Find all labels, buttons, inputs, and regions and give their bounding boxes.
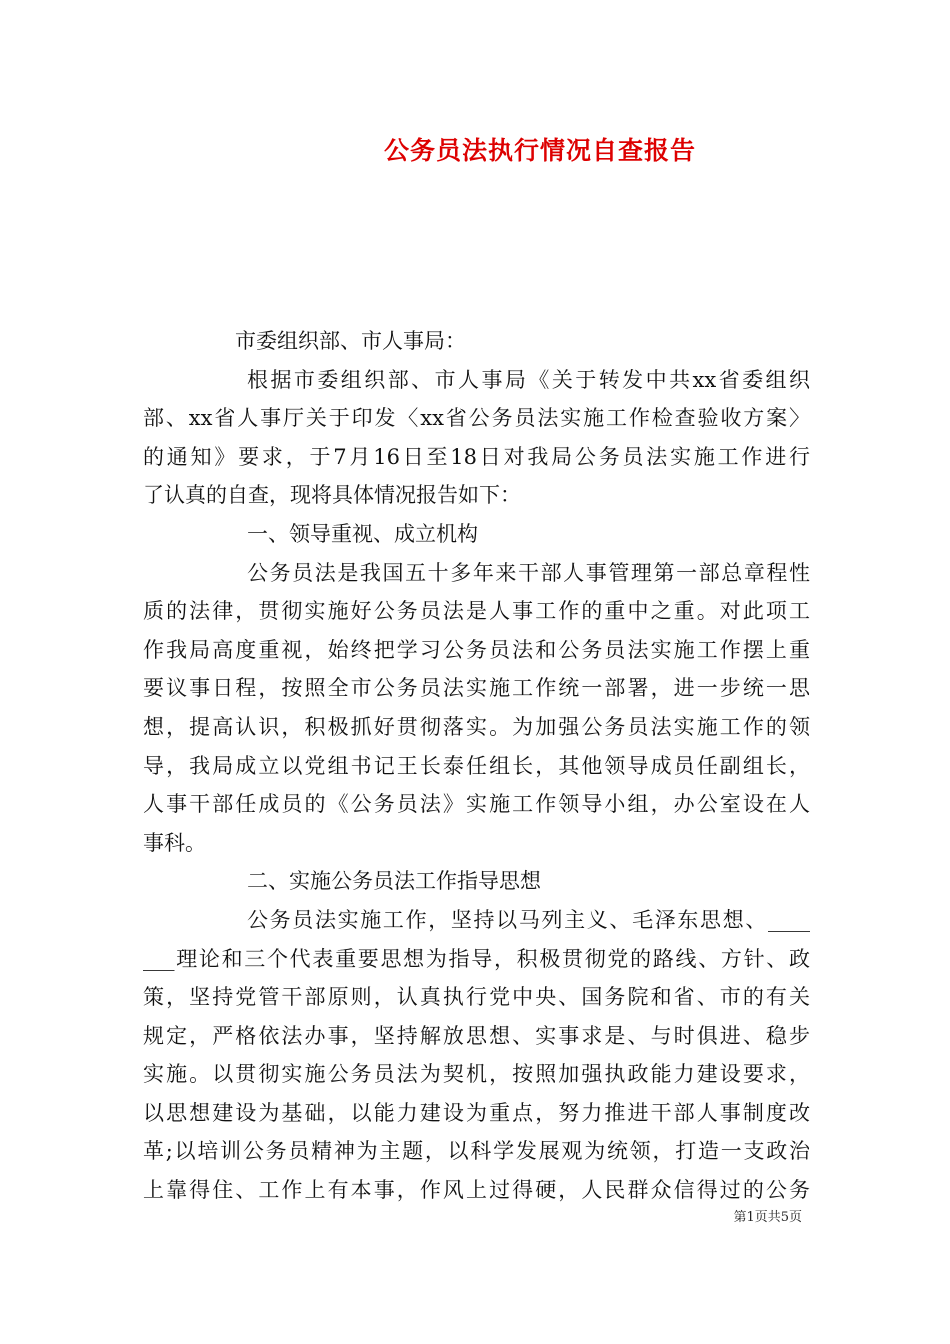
text-line: 部、xx省人事厅关于印发〈xx省公务员法实施工作检查验收方案〉	[143, 406, 810, 431]
text-line: 了认真的自查，现将具体情况报告如下：	[143, 483, 521, 508]
text-line: 导，我局成立以党组书记王长泰任组长，其他领导成员任副组长，	[143, 753, 810, 778]
text-line: 规定，严格依法办事，坚持解放思想、实事求是、与时俱进、稳步	[143, 1023, 810, 1048]
text-line: ___理论和三个代表重要思想为指导，积极贯彻党的路线、方针、政	[143, 946, 810, 971]
text-line: 公务员法是我国五十多年来干部人事管理第一部总章程性	[247, 560, 810, 585]
text-line: 想，提高认识，积极抓好贯彻落实。为加强公务员法实施工作的领	[143, 714, 810, 739]
document-body	[143, 322, 810, 1210]
text-line: 一、领导重视、成立机构	[247, 521, 478, 546]
text-line: 要议事日程，按照全市公务员法实施工作统一部署，进一步统一思	[143, 676, 810, 701]
page-footer: 第1页共5页	[733, 1210, 802, 1225]
text-line: 的通知》要求，于7月16日至18日对我局公务员法实施工作进行	[143, 444, 810, 469]
text-line: 人事干部任成员的《公务员法》实施工作领导小组，办公室设在人	[143, 792, 810, 817]
text-line: 公务员法实施工作，坚持以马列主义、毛泽东思想、____	[247, 907, 810, 932]
text-line: 革;以培训公务员精神为主题，以科学发展观为统领，打造一支政治	[143, 1139, 810, 1164]
text-line: 市委组织部、市人事局：	[235, 329, 466, 353]
text-line: 策，坚持党管干部原则，认真执行党中央、国务院和省、市的有关	[143, 985, 810, 1010]
text-line: 以思想建设为基础，以能力建设为重点，努力推进干部人事制度改	[143, 1100, 810, 1125]
text-line: 上靠得住、工作上有本事，作风上过得硬，人民群众信得过的公务	[143, 1178, 810, 1203]
text-line: 根据市委组织部、市人事局《关于转发中共xx省委组织	[247, 367, 810, 392]
text-line: 事科。	[143, 830, 206, 855]
text-line: 质的法律，贯彻实施好公务员法是人事工作的重中之重。对此项工	[143, 599, 810, 624]
document-title: 公务员法执行情况自查报告	[383, 136, 696, 165]
text-line: 作我局高度重视，始终把学习公务员法和公务员法实施工作摆上重	[143, 637, 810, 662]
text-line: 实施。以贯彻实施公务员法为契机，按照加强执政能力建设要求，	[143, 1062, 810, 1087]
text-line: 二、实施公务员法工作指导思想	[247, 869, 541, 894]
